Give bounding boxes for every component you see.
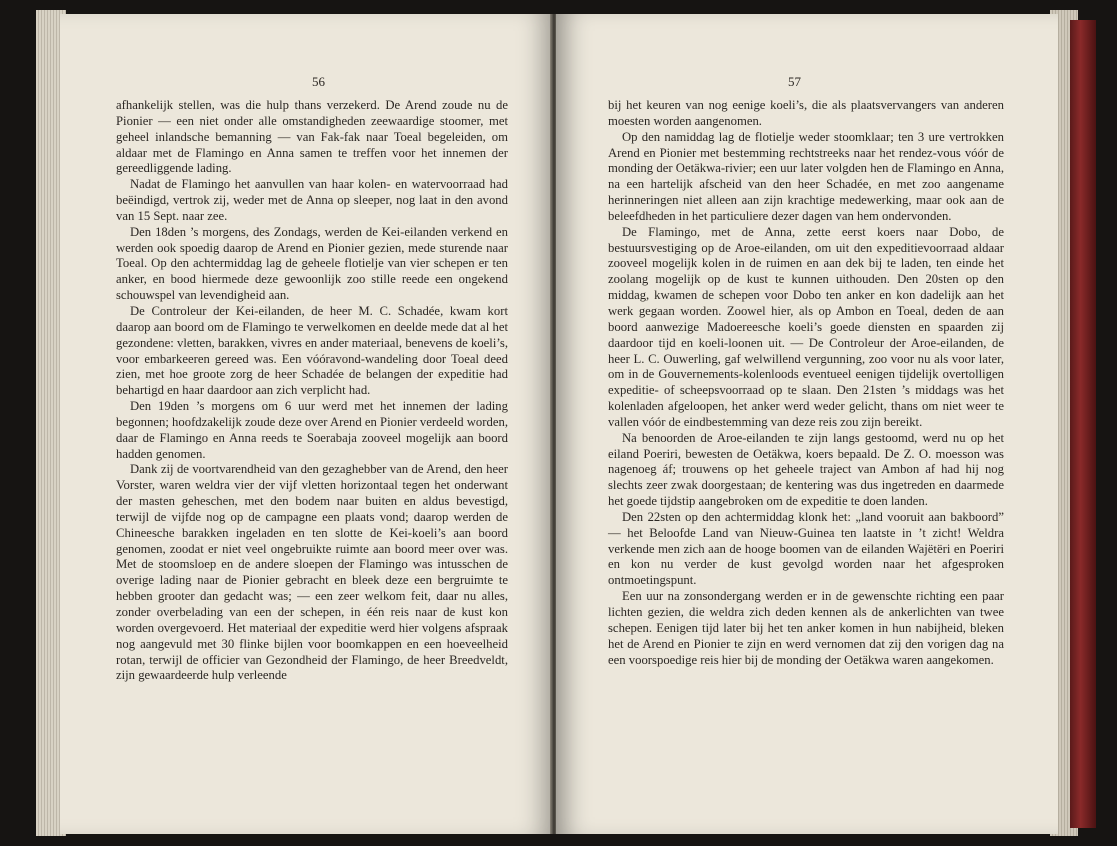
left-page	[60, 14, 552, 834]
page-text	[608, 98, 1004, 668]
right-page	[556, 14, 1058, 834]
paragraph: Nadat de Flamingo het aanvullen van haar kolen- en watervoorraad had beëindigd, vertrok zij, weder met de Anna op sleeper, nog laat in den avond van 15 Sept. naar zee.	[116, 177, 508, 223]
paragraph: Den 19den ’s morgens om 6 uur werd met het innemen der lading begonnen; hoofdzakelijk zoude deze over Arend en Pionier verdeeld worden, daar de Flamingo en Anna reeds te Soerabaja zooveel mogelijk aan boord hadden genomen.	[116, 399, 508, 461]
paragraph: Den 22sten op den achtermiddag klonk het: „land vooruit aan bakboord” — het Beloofde Land van Nieuw-Guinea ten laatste in ’t zicht! Weldra verkende men zich aan de hooge boomen van de eilanden Wajëtëri en Poeriri en kon nu verder de kust gevolgd worden naar het afgesproken ontmoetingspunt.	[608, 509, 1004, 588]
book-cover-edge	[1070, 20, 1096, 828]
paragraph: Een uur na zonsondergang werden er in de gewenschte richting een paar lichten gezien, die weldra zich deden kennen als de ankerlichten van twee schepen. Eenigen tijd later bij het ten anker komen in hun nabijheid, bleken het de Arend en Pionier te zijn en werd vernomen dat zij den vorigen dag na een voorspoedige reis hier bij de monding der Oetäkwa waren aangekomen.	[608, 589, 1004, 667]
paragraph: bij het keuren van nog eenige koeli’s, die als plaatsvervangers van anderen moesten worden aangenomen.	[608, 98, 1004, 128]
paragraph: Dank zij de voortvarendheid van den gezaghebber van de Arend, den heer Vorster, waren weldra vier der vijf vletten horizontaal tegen het onderwant der masten geheschen, met den bodem naar buiten en aldus bevestigd, terwijl de vijfde nog op de campagne een plaats vond; daarop werden de Chineesche barakken ingeladen en ten slotte de Kei-koeli’s aan boord genomen, zoodat er niet veel ongebruikte ruimte aan boord meer over was. Met de stoomsloep en de andere sloepen der Flamingo was intusschen de overige lading naar de Pionier gebracht en bleek deze een bergruimte te hebben grooter dan gedacht was; — een zeer welkom feit, daar nu alles, zonder overbelading van een der schepen, in één reis naar de kust kon worden overgevoerd. Het materiaal der expeditie werd hier volgens afspraak nog aangevuld met 30 flinke bijlen voor boomkappen en een hoeveelheid rotan, terwijl de officier van Gezondheid der Flamingo, de heer Breedveldt, zijn gewaardeerde hulp verleende	[116, 462, 508, 683]
page-number: 56	[312, 74, 325, 89]
page-text	[116, 98, 508, 684]
paragraph: Den 18den ’s morgens, des Zondags, werden de Kei-eilanden verkend en werden ook spoedig daarop de Arend en Pionier gezien, mede sturende naar Toeal. Op den achtermiddag lag de geheele flotielje van vier schepen er ten anker, en bood hiermede deze gewoonlijk zoo stille reede een ongekend schouwspel van levendigheid aan.	[116, 224, 508, 303]
paragraph: Op den namiddag lag de flotielje weder stoomklaar; ten 3 ure vertrokken Arend en Pionier met bestemming rechtstreeks naar het rendez-vous vóór de monding der Oetäkwa-rivier; een uur later volgden hen de Flamingo en Anna, na een hartelijk afscheid van den heer Schadée, en met zoo aangename herinneringen niet alleen aan zijn krachtige medewerking, maar ook aan de beleefdheden in het particuliere dezer dagen van hem ondervonden.	[608, 129, 1004, 223]
paragraph: De Flamingo, met de Anna, zette eerst koers naar Dobo, de bestuursvestiging op de Aroe-eilanden, om uit den expeditievoorraad aldaar zooveel mogelijk kolen in de ruimen en aan dek bij te laden, ten einde het zoolang mogelijk op de kust te kunnen uithouden. Den 20sten op den middag, kwamen de schepen voor Dobo ten anker en kon dadelijk aan het werk gegaan worden. Zoowel hier, als op Ambon en Toeal, deden de aan boord aanwezige Madoereesche koeli’s goede diensten en spaarden zij daardoor tijd en koeli-loonen uit. — De Controleur der Aroe-eilanden, de heer L. C. Ouwerling, gaf welwillend vergunning, zoo voor nu als voor later, om in de Gouvernements-kolenloods eventueel eenigen tijdelijk overtolligen expeditie- of scheepsvoorraad op te slaan. Den 21sten ’s middags was het kolenladen afgeloopen, het anker werd weder gelicht, thans om niet weer te vallen vóór de eindbestemming van deze reis zou zijn bereikt.	[608, 224, 1004, 429]
paragraph: afhankelijk stellen, was die hulp thans verzekerd. De Arend zoude nu de Pionier — een niet onder alle omstandigheden zeewaardige stoomer, met geheel inlandsche bemanning — van Fak-fak naar Toeal begeleiden, om aldaar met de Flamingo en Anna samen te treffen voor het innemen der gereedliggende lading.	[116, 98, 508, 176]
paragraph: De Controleur der Kei-eilanden, de heer M. C. Schadée, kwam kort daarop aan boord om de Flamingo te verwelkomen en deelde mede dat al het gezondene: vletten, barakken, vivres en ander materiaal, benevens de koeli’s, voor embarkeeren gereed was. Een vóóravond-wandeling door Toeal deed zien, met hoe groote zorg de heer Schadée de belangen der expeditie had behartigd en haar daardoor aan zich verplicht had.	[116, 303, 508, 398]
page-number: 57	[788, 74, 801, 89]
paragraph: Na benoorden de Aroe-eilanden te zijn langs gestoomd, werd nu op het eiland Poeriri, bewesten de Oetäkwa, koers bepaald. De Z. O. moesson was nagenoeg áf; trouwens op het geheele traject van Ambon af had hij nog slechts zeer zwak doorgestaan; de kentering was dus ingetreden en daarmede het goede tijdstip aangebroken om de expeditie te doen landen.	[608, 430, 1004, 509]
